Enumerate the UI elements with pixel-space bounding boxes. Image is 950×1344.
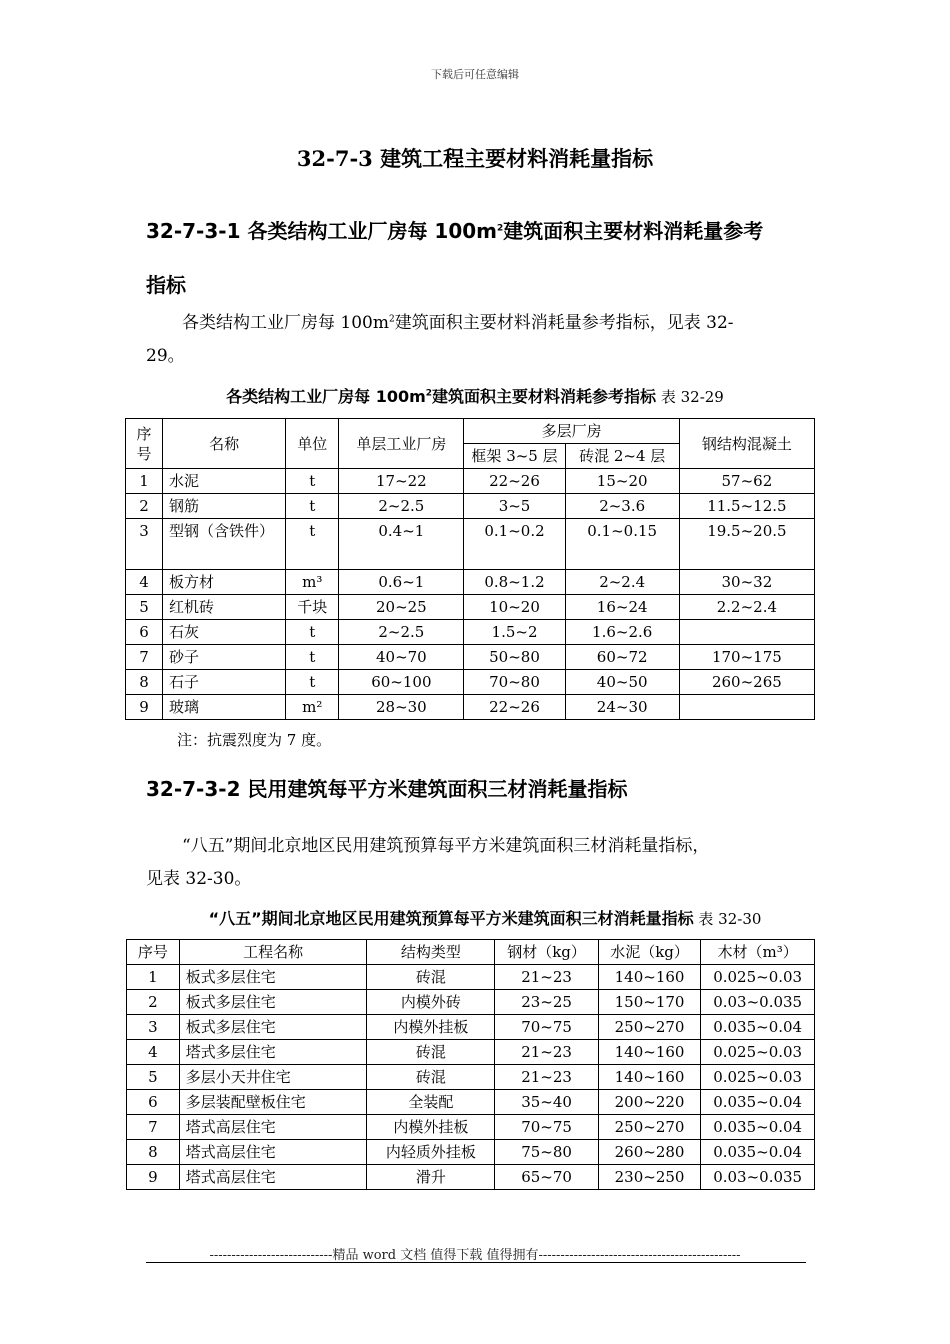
cell-name: 塔式高层住宅 bbox=[179, 1165, 367, 1190]
table-row bbox=[126, 494, 815, 519]
header-unit: 单位 bbox=[286, 419, 339, 469]
cell-no: 6 bbox=[126, 620, 163, 645]
cell-type: 内模外挂板 bbox=[367, 1015, 495, 1040]
cell-steel: 35~40 bbox=[495, 1090, 599, 1115]
cell-type: 砖混 bbox=[367, 965, 495, 990]
cell-no: 7 bbox=[126, 645, 163, 670]
table-row bbox=[126, 595, 815, 620]
section1-title-part-a: 32-7-3-1 各类结构工业厂房每 100m bbox=[146, 219, 497, 243]
cell-name: 砂子 bbox=[163, 645, 286, 670]
cell-brick: 2~3.6 bbox=[565, 494, 679, 519]
cell-no: 5 bbox=[126, 595, 163, 620]
table-row bbox=[126, 469, 815, 494]
footer-text: ----------------------------精品 word 文档 值得下载 值得拥有---------------------------------------------- bbox=[209, 1248, 741, 1263]
section1-title-part-c: 指标 bbox=[146, 273, 186, 297]
cell-single: 20~25 bbox=[339, 595, 464, 620]
table2-caption-number: 表 32-30 bbox=[698, 910, 762, 928]
cell-single: 40~70 bbox=[339, 645, 464, 670]
cell-unit: 千块 bbox=[286, 595, 339, 620]
cell-unit: m² bbox=[286, 695, 339, 720]
cell-name: 红机砖 bbox=[163, 595, 286, 620]
table-row bbox=[127, 1140, 815, 1165]
section1-paragraph bbox=[146, 307, 814, 373]
header-name: 名称 bbox=[163, 419, 286, 469]
section1-para-sup: 2 bbox=[388, 314, 395, 325]
table-row bbox=[127, 1115, 815, 1140]
cell-name: 多层小天井住宅 bbox=[179, 1065, 367, 1090]
cell-frame: 1.5~2 bbox=[464, 620, 565, 645]
table-row bbox=[127, 1065, 815, 1090]
table-row bbox=[127, 965, 815, 990]
cell-no: 9 bbox=[127, 1165, 180, 1190]
cell-no: 5 bbox=[127, 1065, 180, 1090]
cell-cement: 140~160 bbox=[598, 1040, 700, 1065]
cell-wood: 0.035~0.04 bbox=[701, 1015, 815, 1040]
cell-name: 塔式多层住宅 bbox=[179, 1040, 367, 1065]
cell-rc: 19.5~20.5 bbox=[679, 519, 814, 570]
cell-single: 0.4~1 bbox=[339, 519, 464, 570]
cell-rc bbox=[679, 620, 814, 645]
cell-no: 4 bbox=[126, 570, 163, 595]
table1-caption bbox=[0, 384, 950, 407]
cell-frame: 50~80 bbox=[464, 645, 565, 670]
cell-type: 砖混 bbox=[367, 1065, 495, 1090]
footer-divider bbox=[146, 1262, 806, 1263]
cell-name: 塔式高层住宅 bbox=[179, 1115, 367, 1140]
table-row bbox=[127, 1040, 815, 1065]
table-row bbox=[127, 1015, 815, 1040]
cell-name: 板式多层住宅 bbox=[179, 990, 367, 1015]
section1-para-c: 29。 bbox=[146, 346, 185, 366]
cell-type: 全装配 bbox=[367, 1090, 495, 1115]
section2-title: 32-7-3-2 民用建筑每平方米建筑面积三材消耗量指标 bbox=[146, 777, 628, 801]
cell-type: 内模外挂板 bbox=[367, 1115, 495, 1140]
cell-type: 内模外砖 bbox=[367, 990, 495, 1015]
table2-caption bbox=[10, 906, 950, 929]
cell-single: 0.6~1 bbox=[339, 570, 464, 595]
section2-paragraph bbox=[146, 830, 814, 896]
cell-unit: t bbox=[286, 645, 339, 670]
cell-frame: 3~5 bbox=[464, 494, 565, 519]
cell-steel: 70~75 bbox=[495, 1015, 599, 1040]
cell-wood: 0.03~0.035 bbox=[701, 990, 815, 1015]
cell-name: 玻璃 bbox=[163, 695, 286, 720]
cell-steel: 21~23 bbox=[495, 1065, 599, 1090]
table-row bbox=[126, 645, 815, 670]
cell-wood: 0.025~0.03 bbox=[701, 1065, 815, 1090]
cell-brick: 24~30 bbox=[565, 695, 679, 720]
section2-para-a: “八五”期间北京地区民用建筑预算每平方米建筑面积三材消耗量指标， bbox=[182, 836, 710, 856]
table-row bbox=[127, 1165, 815, 1190]
cell-single: 2~2.5 bbox=[339, 494, 464, 519]
cell-name: 板式多层住宅 bbox=[179, 1015, 367, 1040]
cell-frame: 22~26 bbox=[464, 695, 565, 720]
cell-unit: t bbox=[286, 519, 339, 570]
cell-single: 17~22 bbox=[339, 469, 464, 494]
cell-unit: t bbox=[286, 670, 339, 695]
table1-caption-number: 表 32-29 bbox=[660, 388, 724, 406]
table1-note: 注：抗震烈度为 7 度。 bbox=[177, 731, 332, 749]
cell-no: 1 bbox=[127, 965, 180, 990]
cell-single: 2~2.5 bbox=[339, 620, 464, 645]
header-single-storey: 单层工业厂房 bbox=[339, 419, 464, 469]
cell-rc bbox=[679, 695, 814, 720]
cell-name: 多层装配壁板住宅 bbox=[179, 1090, 367, 1115]
cell-cement: 140~160 bbox=[598, 965, 700, 990]
cell-rc: 57~62 bbox=[679, 469, 814, 494]
cell-no: 7 bbox=[127, 1115, 180, 1140]
cell-cement: 200~220 bbox=[598, 1090, 700, 1115]
cell-cement: 150~170 bbox=[598, 990, 700, 1015]
table-row bbox=[126, 695, 815, 720]
section1-title-part-b: 建筑面积主要材料消耗量参考 bbox=[503, 219, 764, 243]
header-note: 下载后可任意编辑 bbox=[431, 68, 519, 81]
cell-single: 60~100 bbox=[339, 670, 464, 695]
cell-unit: t bbox=[286, 620, 339, 645]
cell-no: 2 bbox=[127, 990, 180, 1015]
header-no: 序号 bbox=[127, 940, 180, 965]
cell-brick: 1.6~2.6 bbox=[565, 620, 679, 645]
table-row bbox=[126, 519, 815, 570]
table-row bbox=[126, 570, 815, 595]
cell-type: 滑升 bbox=[367, 1165, 495, 1190]
header-structure-type: 结构类型 bbox=[367, 940, 495, 965]
cell-wood: 0.035~0.04 bbox=[701, 1090, 815, 1115]
section1-para-a: 各类结构工业厂房每 100m bbox=[182, 313, 389, 333]
cell-wood: 0.025~0.03 bbox=[701, 965, 815, 990]
cell-brick: 0.1~0.15 bbox=[565, 519, 679, 570]
cell-rc: 260~265 bbox=[679, 670, 814, 695]
cell-wood: 0.035~0.04 bbox=[701, 1115, 815, 1140]
cell-type: 砖混 bbox=[367, 1040, 495, 1065]
header-no: 序 号 bbox=[126, 419, 163, 469]
cell-no: 6 bbox=[127, 1090, 180, 1115]
cell-name: 水泥 bbox=[163, 469, 286, 494]
cell-frame: 0.1~0.2 bbox=[464, 519, 565, 570]
cell-no: 4 bbox=[127, 1040, 180, 1065]
cell-name: 石灰 bbox=[163, 620, 286, 645]
table1-caption-b: 建筑面积主要材料消耗参考指标 bbox=[432, 387, 657, 406]
header-steel: 钢材（kg） bbox=[495, 940, 599, 965]
table-row bbox=[126, 620, 815, 645]
cell-brick: 16~24 bbox=[565, 595, 679, 620]
cell-wood: 0.03~0.035 bbox=[701, 1165, 815, 1190]
material-table-2 bbox=[126, 939, 815, 1190]
cell-frame: 0.8~1.2 bbox=[464, 570, 565, 595]
header-wood: 木材（m³） bbox=[701, 940, 815, 965]
cell-frame: 10~20 bbox=[464, 595, 565, 620]
cell-name: 塔式高层住宅 bbox=[179, 1140, 367, 1165]
cell-name: 石子 bbox=[163, 670, 286, 695]
cell-rc: 2.2~2.4 bbox=[679, 595, 814, 620]
cell-no: 9 bbox=[126, 695, 163, 720]
cell-no: 3 bbox=[126, 519, 163, 570]
main-title: 32-7-3 建筑工程主要材料消耗量指标 bbox=[296, 146, 654, 171]
table2-caption-title: “八五”期间北京地区民用建筑预算每平方米建筑面积三材消耗量指标 bbox=[208, 909, 694, 928]
table1-caption-sup: 2 bbox=[425, 388, 433, 399]
cell-steel: 21~23 bbox=[495, 965, 599, 990]
header-multi-storey: 多层厂房 bbox=[464, 419, 679, 444]
header-steel-concrete: 钢结构混凝土 bbox=[679, 419, 814, 469]
cell-steel: 75~80 bbox=[495, 1140, 599, 1165]
section1-para-b: 建筑面积主要材料消耗量参考指标，见表 32- bbox=[394, 313, 734, 333]
material-table-1 bbox=[125, 418, 815, 720]
cell-no: 1 bbox=[126, 469, 163, 494]
cell-cement: 140~160 bbox=[598, 1065, 700, 1090]
header-project-name: 工程名称 bbox=[179, 940, 367, 965]
cell-type: 内轻质外挂板 bbox=[367, 1140, 495, 1165]
cell-name: 型钢（含铁件） bbox=[163, 519, 286, 570]
cell-steel: 65~70 bbox=[495, 1165, 599, 1190]
table-row bbox=[126, 670, 815, 695]
cell-name: 钢筋 bbox=[163, 494, 286, 519]
header-frame: 框架 3~5 层 bbox=[464, 444, 565, 469]
section2-para-b: 见表 32-30。 bbox=[146, 869, 252, 889]
cell-frame: 22~26 bbox=[464, 469, 565, 494]
cell-single: 28~30 bbox=[339, 695, 464, 720]
cell-rc: 30~32 bbox=[679, 570, 814, 595]
cell-brick: 2~2.4 bbox=[565, 570, 679, 595]
cell-steel: 70~75 bbox=[495, 1115, 599, 1140]
cell-unit: m³ bbox=[286, 570, 339, 595]
cell-wood: 0.025~0.03 bbox=[701, 1040, 815, 1065]
cell-rc: 11.5~12.5 bbox=[679, 494, 814, 519]
cell-brick: 60~72 bbox=[565, 645, 679, 670]
table-row bbox=[127, 1090, 815, 1115]
cell-frame: 70~80 bbox=[464, 670, 565, 695]
cell-brick: 15~20 bbox=[565, 469, 679, 494]
table-row bbox=[127, 990, 815, 1015]
cell-no: 8 bbox=[127, 1140, 180, 1165]
cell-no: 8 bbox=[126, 670, 163, 695]
header-cement: 水泥（kg） bbox=[598, 940, 700, 965]
cell-name: 板式多层住宅 bbox=[179, 965, 367, 990]
table1-caption-a: 各类结构工业厂房每 100m bbox=[226, 387, 426, 406]
cell-rc: 170~175 bbox=[679, 645, 814, 670]
cell-wood: 0.035~0.04 bbox=[701, 1140, 815, 1165]
cell-cement: 230~250 bbox=[598, 1165, 700, 1190]
cell-steel: 21~23 bbox=[495, 1040, 599, 1065]
header-brick: 砖混 2~4 层 bbox=[565, 444, 679, 469]
cell-no: 3 bbox=[127, 1015, 180, 1040]
cell-cement: 250~270 bbox=[598, 1115, 700, 1140]
section1-title bbox=[146, 204, 826, 312]
cell-cement: 260~280 bbox=[598, 1140, 700, 1165]
section1-title-sup: 2 bbox=[497, 223, 504, 234]
cell-unit: t bbox=[286, 469, 339, 494]
cell-steel: 23~25 bbox=[495, 990, 599, 1015]
cell-unit: t bbox=[286, 494, 339, 519]
cell-cement: 250~270 bbox=[598, 1015, 700, 1040]
cell-brick: 40~50 bbox=[565, 670, 679, 695]
cell-name: 板方材 bbox=[163, 570, 286, 595]
cell-no: 2 bbox=[126, 494, 163, 519]
